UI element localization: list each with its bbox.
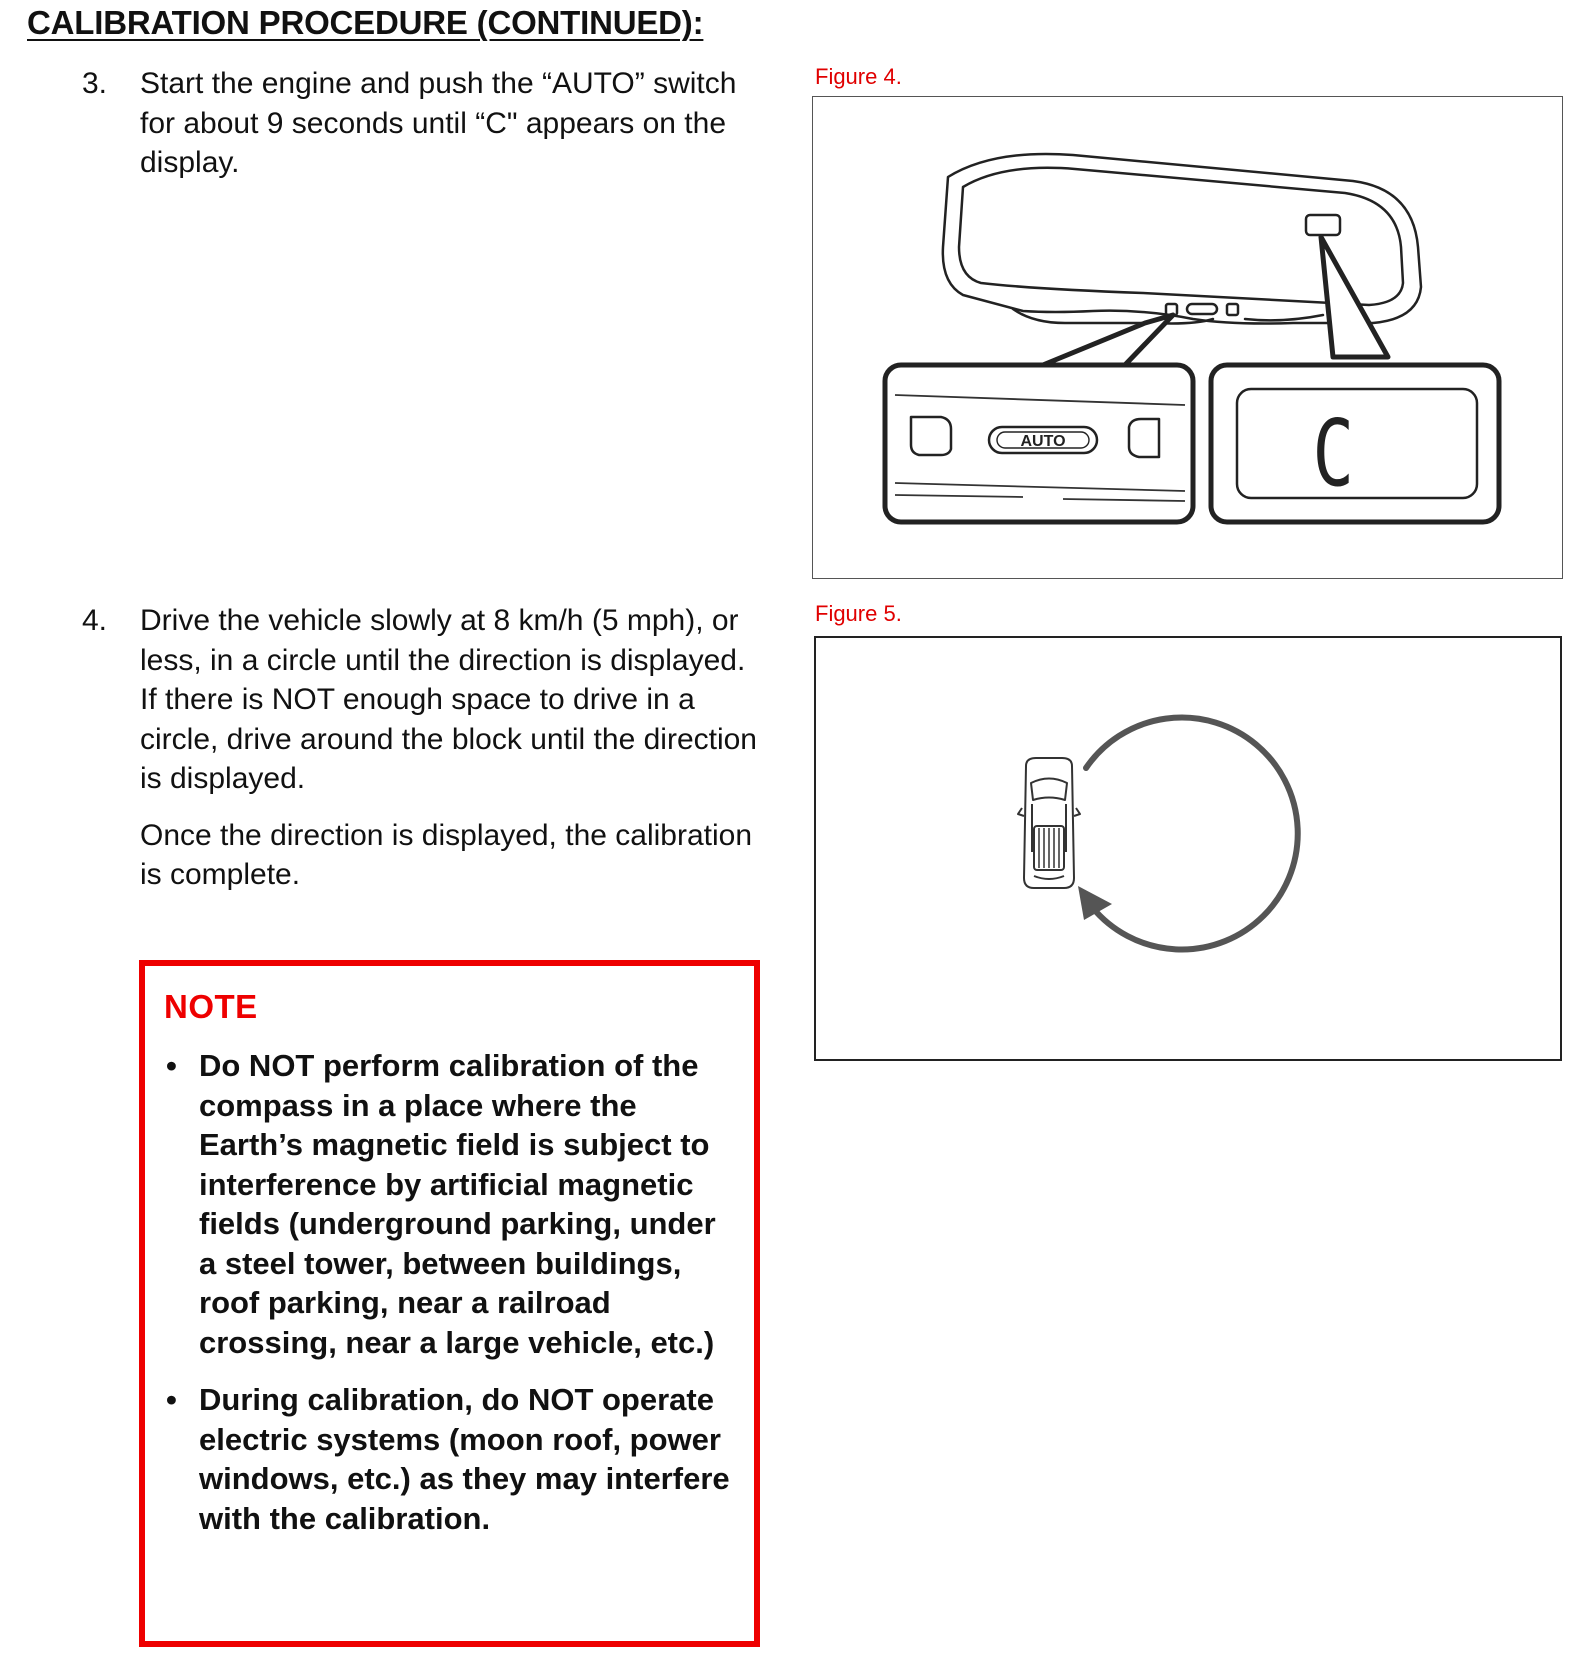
display-character: C <box>1312 401 1355 508</box>
driving-circle-illustration <box>816 638 1560 1059</box>
note-item-text: Do NOT perform calibration of the compass in a place where the Earth’s magnetic field is subject to interference by artificial magnetic fields (underground parking, under a steel tower, between buildings, roof parking, near a railroad crossing, near a large vehicle, etc.) <box>199 1048 716 1360</box>
note-item <box>164 1046 736 1362</box>
circular-arrow-icon <box>1086 717 1298 949</box>
bullet-icon: • <box>166 1048 177 1083</box>
note-title: NOTE <box>164 988 258 1025</box>
bullet-icon: • <box>166 1382 177 1417</box>
figure-4-label: Figure 4. <box>815 64 902 89</box>
figure-5-label: Figure 5. <box>815 601 902 626</box>
step-text <box>140 64 762 183</box>
step-3 <box>82 64 762 183</box>
note-box <box>139 960 760 1647</box>
step-number: 3. <box>82 67 108 100</box>
page-heading: CALIBRATION PROCEDURE (CONTINUED): <box>27 4 704 41</box>
step-number: 4. <box>82 604 108 637</box>
note-list <box>164 1046 736 1538</box>
step-paragraph: Start the engine and push the “AUTO” switch for about 9 seconds until “C" appears on the display. <box>140 67 737 179</box>
note-item-text: During calibration, do NOT operate electric systems (moon roof, power windows, etc.) as they may interfere with the calibration. <box>199 1382 730 1536</box>
figure-4 <box>812 96 1563 579</box>
step-4 <box>82 601 762 895</box>
step-paragraph: Once the direction is displayed, the calibration is complete. <box>140 818 753 891</box>
auto-button-label: AUTO <box>1020 433 1066 450</box>
step-paragraph: Drive the vehicle slowly at 8 km/h (5 mph), or less, in a circle until the direction is displayed. If there is NOT enough space to drive in a circle, drive around the block until the direction is displayed. <box>140 604 757 795</box>
rearview-mirror-illustration <box>813 97 1561 577</box>
car-icon <box>1018 758 1080 888</box>
note-item <box>164 1380 736 1538</box>
figure-5 <box>814 636 1562 1061</box>
step-text <box>140 601 762 895</box>
